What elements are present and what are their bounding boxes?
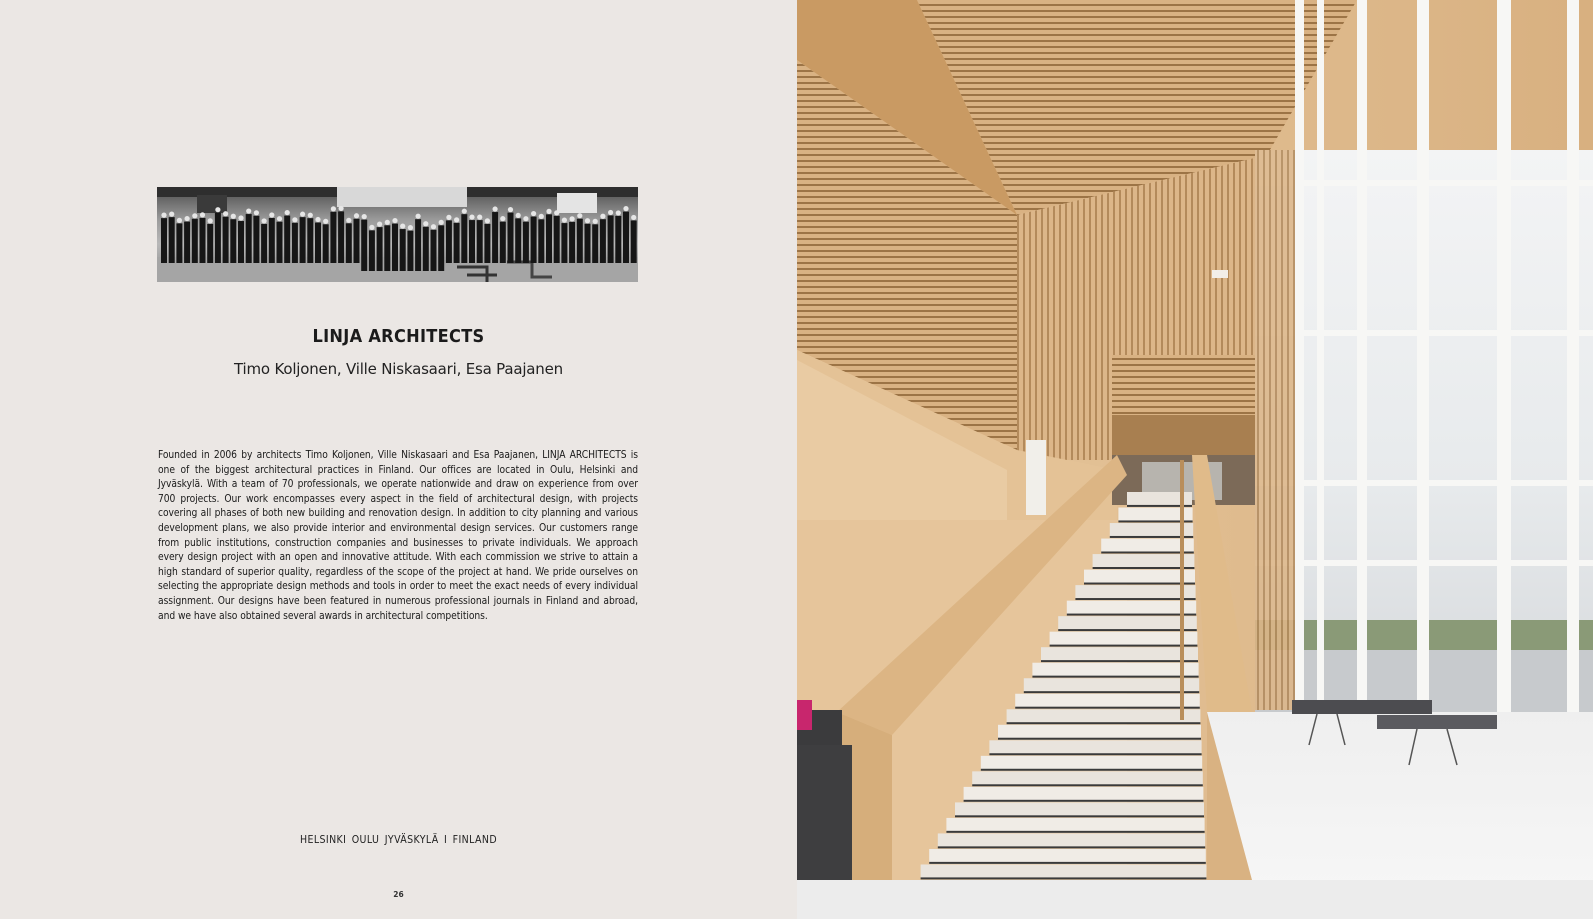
person-face (416, 214, 421, 219)
stair-step (1101, 539, 1194, 554)
person-face (323, 219, 328, 224)
person-silhouette (392, 224, 398, 271)
person-silhouette (277, 222, 283, 263)
stair-nosing (1050, 645, 1198, 647)
stair-nosing (1041, 660, 1198, 662)
person-face (531, 211, 536, 216)
person-silhouette (284, 216, 290, 263)
person-silhouette (169, 217, 175, 263)
stair-nosing (1024, 691, 1199, 693)
person-silhouette (523, 222, 529, 263)
person-silhouette (577, 219, 583, 263)
person-face (593, 219, 598, 224)
window-mullion (1497, 0, 1511, 720)
person-silhouette (292, 223, 298, 263)
person-face (262, 218, 267, 223)
person-silhouette (569, 222, 575, 263)
person-face (562, 217, 567, 222)
window-transom (1255, 560, 1593, 566)
stair-step (1015, 694, 1200, 709)
person-silhouette (600, 219, 606, 263)
person-silhouette (438, 225, 444, 271)
person-face (277, 216, 282, 221)
person-silhouette (585, 224, 591, 263)
person-silhouette (631, 220, 637, 263)
person-silhouette (500, 222, 506, 263)
person-silhouette (531, 217, 537, 263)
stair-step (1058, 616, 1197, 631)
stair-nosing (1075, 598, 1195, 600)
person-face (238, 215, 243, 220)
stair-nosing (955, 815, 1204, 817)
stair-nosing (989, 753, 1201, 755)
person-face (431, 224, 436, 229)
person-face (400, 223, 405, 228)
person-face (423, 221, 428, 226)
person-face (516, 213, 521, 218)
person-silhouette (300, 217, 306, 263)
person-silhouette (346, 223, 352, 263)
stair-nosing (1032, 676, 1198, 678)
person-face (439, 220, 444, 225)
team-photo-image (157, 187, 638, 282)
person-silhouette (207, 224, 213, 263)
studio-partners: Timo Koljonen, Ville Niskasaari, Esa Paajanen (234, 360, 563, 378)
person-silhouette (176, 223, 182, 263)
stair-step (1067, 601, 1196, 616)
person-silhouette (423, 227, 429, 271)
person-face (485, 218, 490, 223)
person-face (546, 209, 551, 214)
person-face (477, 214, 482, 219)
window-transom (1255, 330, 1593, 336)
person-face (377, 222, 382, 227)
person-face (577, 213, 582, 218)
window-mullion (1317, 0, 1324, 720)
person-silhouette (623, 212, 629, 263)
person-silhouette (246, 214, 252, 263)
person-face (254, 210, 259, 215)
person-face (285, 210, 290, 215)
person-face (185, 216, 190, 221)
person-silhouette (454, 223, 460, 263)
person-face (292, 217, 297, 222)
studio-name: LINJA ARCHITECTS (312, 326, 485, 347)
person-silhouette (492, 212, 498, 263)
person-silhouette (200, 218, 206, 263)
person-silhouette (615, 216, 621, 263)
person-face (223, 211, 228, 216)
person-silhouette (215, 213, 221, 263)
stair-step (929, 849, 1206, 864)
studio-locations: HELSINKI OULU JYVÄSKYLÄ I FINLAND (299, 834, 498, 846)
stair-nosing (964, 800, 1204, 802)
person-face (169, 212, 174, 217)
stair-step (1007, 709, 1201, 724)
window-mullion (1417, 0, 1429, 720)
person-silhouette (184, 222, 190, 263)
person-face (315, 217, 320, 222)
window-mullion (1567, 0, 1579, 720)
stair-step (981, 756, 1202, 771)
person-silhouette (330, 212, 336, 263)
person-face (208, 218, 213, 223)
person-face (600, 214, 605, 219)
stair-step (955, 802, 1204, 817)
person-face (469, 214, 474, 219)
person-face (346, 218, 351, 223)
stair-nosing (1007, 722, 1201, 724)
person-silhouette (477, 220, 483, 263)
person-face (608, 210, 613, 215)
person-face (308, 213, 313, 218)
person-face (500, 216, 505, 221)
person-silhouette (508, 213, 514, 263)
person-silhouette (238, 221, 244, 263)
person-face (200, 212, 205, 217)
person-face (231, 214, 236, 219)
person-silhouette (261, 224, 267, 263)
person-face (446, 215, 451, 220)
stair-nosing (1093, 567, 1195, 569)
stair-step (1024, 678, 1199, 693)
studio-description: Founded in 2006 by architects Timo Koljonen, Ville Niskasaari and Esa Paajanen, LINJA ARCHITECTS is one of the biggest architectural practices in Finland. Our offices are located in Oulu, Helsinki and Jyväskylä. With a team of 70 professionals, we operate nationwide and draw on experience from over 700 projects. Our work encompasses every aspect in the field of architectural design, with projects covering all phases of both new building and renovation design. In addition to city planning and various development plans, we also provide interior and environmental design services. Our customers range from public institutions, construction companies and businesses to private individuals. We approach every design project with an open and innovative attitude. With each commission we strive to attain a high standard of superior quality, regardless of the scope of the project at hand. We pride ourselves on selecting the appropriate design methods and tools in order to meet the exact needs of every individual assignment. Our designs have been featured in numerous professional journals in Finland and abroad, and we have also obtained several awards in architectural competitions. (158, 450, 638, 622)
person-face (539, 214, 544, 219)
person-face (246, 208, 251, 213)
stair-nosing (1084, 583, 1195, 585)
person-face (454, 217, 459, 222)
person-face (523, 216, 528, 221)
stair-step (938, 833, 1205, 848)
stair-step (1050, 632, 1198, 647)
person-face (408, 225, 413, 230)
person-face (392, 218, 397, 223)
person-silhouette (546, 214, 552, 263)
person-silhouette (323, 224, 329, 263)
person-silhouette (338, 211, 344, 263)
stair-step (946, 818, 1204, 833)
person-face (331, 206, 336, 211)
stair-nosing (1101, 551, 1194, 553)
person-silhouette (484, 224, 490, 263)
person-silhouette (469, 220, 475, 263)
stair-step (1032, 663, 1198, 678)
person-face (192, 213, 197, 218)
stair-step (1084, 570, 1195, 585)
person-face (570, 216, 575, 221)
person-silhouette (561, 223, 567, 263)
stair-step (989, 740, 1201, 755)
person-face (269, 212, 274, 217)
person-face (585, 218, 590, 223)
person-silhouette (223, 217, 229, 263)
person-silhouette (415, 219, 421, 271)
person-silhouette (538, 219, 544, 263)
stair-step (1041, 647, 1198, 662)
person-face (462, 209, 467, 214)
stair-nosing (921, 877, 1207, 879)
person-silhouette (354, 219, 360, 263)
person-silhouette (431, 230, 437, 271)
person-face (508, 207, 513, 212)
person-silhouette (192, 219, 198, 263)
person-face (177, 218, 182, 223)
person-face (339, 206, 344, 211)
person-face (362, 214, 367, 219)
person-silhouette (400, 229, 406, 271)
stair-nosing (981, 769, 1202, 771)
stair-nosing (938, 846, 1205, 848)
stair-step (964, 787, 1204, 802)
person-silhouette (515, 218, 521, 263)
person-silhouette (369, 230, 375, 271)
person-silhouette (253, 216, 259, 263)
staircase-photo-image (797, 0, 1593, 919)
person-face (354, 213, 359, 218)
person-silhouette (592, 224, 598, 263)
staircase-interior-photo (797, 0, 1593, 919)
person-silhouette (230, 219, 236, 263)
person-face (493, 206, 498, 211)
stair-step (1075, 585, 1195, 600)
person-silhouette (461, 214, 467, 263)
person-silhouette (269, 218, 275, 263)
stair-nosing (1015, 707, 1200, 709)
window-mullion (1357, 0, 1367, 720)
person-silhouette (377, 227, 383, 271)
stair-step (998, 725, 1201, 740)
team-panorama-photo (157, 187, 638, 282)
person-face (369, 225, 374, 230)
window-mullion (1295, 0, 1304, 720)
person-face (631, 215, 636, 220)
person-silhouette (407, 231, 413, 271)
person-silhouette (161, 218, 167, 263)
person-face (554, 210, 559, 215)
person-silhouette (446, 220, 452, 263)
person-face (623, 206, 628, 211)
page-number: 26 (393, 890, 404, 899)
stair-nosing (998, 738, 1201, 740)
person-face (161, 213, 166, 218)
person-silhouette (307, 218, 313, 263)
person-silhouette (608, 215, 614, 263)
stair-step (1093, 554, 1195, 569)
person-face (300, 212, 305, 217)
person-silhouette (554, 216, 560, 263)
stair-nosing (1067, 614, 1196, 616)
stair-nosing (929, 862, 1206, 864)
person-silhouette (384, 225, 390, 271)
person-face (385, 220, 390, 225)
window-transom (1255, 180, 1593, 186)
person-silhouette (315, 223, 321, 263)
person-face (616, 210, 621, 215)
person-face (215, 207, 220, 212)
stair-nosing (972, 784, 1203, 786)
stair-nosing (946, 831, 1204, 833)
person-silhouette (361, 220, 367, 271)
stair-nosing (1058, 629, 1197, 631)
window-transom (1255, 480, 1593, 486)
stair-step (972, 771, 1203, 786)
stair-step (921, 864, 1207, 879)
